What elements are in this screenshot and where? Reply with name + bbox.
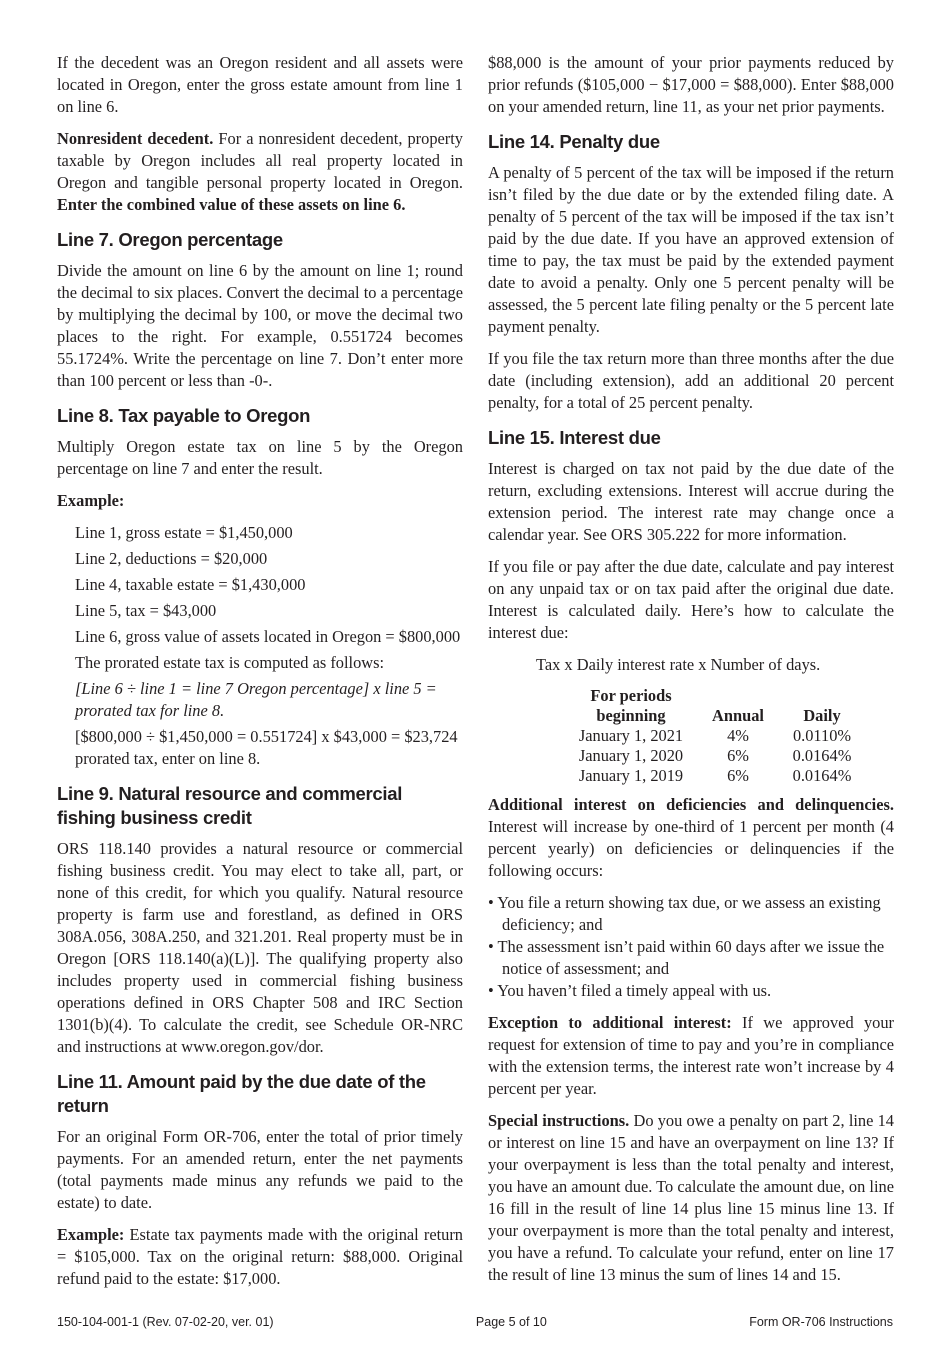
page-number: Page 5 of 10 [475, 1315, 547, 1329]
paragraph [57, 490, 463, 512]
table-cell: 6% [727, 746, 749, 765]
example-line [75, 626, 463, 648]
paragraph-text: Line 6, gross value of assets located in Oregon = $800,000 [75, 627, 461, 646]
paragraph-text: If you file or pay after the due date, calculate and pay interest on any unpaid tax or on tax paid after the original due date. Interest is calculated daily. Here’s how to calculate the interest due: [488, 557, 894, 642]
paragraph-text: [$800,000 ÷ $1,450,000 = 0.551724] x $43,000 = $23,724 prorated tax, enter on line 8. [75, 727, 458, 768]
form-number: 150-104-001-1 (Rev. 07-02-20, ver. 01) [57, 1315, 274, 1329]
paragraph-text: • You haven’t filed a timely appeal with us. [488, 981, 772, 1000]
interest-rate-table [566, 686, 864, 786]
table-row [566, 726, 864, 746]
interest-formula [488, 654, 894, 676]
paragraph [57, 52, 463, 118]
paragraph-text: Line 4, taxable estate = $1,430,000 [75, 575, 306, 594]
header-period: For periods beginning [590, 686, 672, 725]
table-header-row [566, 686, 864, 726]
paragraph-text: Estate tax payments made with the original return = $105,000. Tax on the original return: $88,000. Original refund paid to the estate: $17,000. [57, 1225, 463, 1288]
example-line [75, 548, 463, 570]
paragraph [57, 1126, 463, 1214]
page-footer [57, 1314, 893, 1330]
paragraph [57, 1224, 463, 1290]
bold-lead: Special instructions. [488, 1111, 630, 1130]
paragraph-text: $88,000 is the amount of your prior payments reduced by prior refunds ($105,000 − $17,000 = $88,000). Enter $88,000 on your amended return, line 11, as your net prior payments. [488, 53, 894, 116]
bold-instruction: Enter the combined value of these assets on line 6. [57, 195, 406, 214]
right-column [488, 52, 894, 1296]
paragraph [488, 458, 894, 546]
table-cell: 0.0164% [792, 746, 852, 765]
bullet-item [488, 980, 894, 1002]
paragraph [488, 52, 894, 118]
paragraph-text: A penalty of 5 percent of the tax will be imposed if the return isn’t filed by the due date or by the extended filing date. A penalty of 5 percent of the tax will be imposed if the tax isn’t paid by the due date. If you have an approved extension of time to pay, the tax must be paid by the extended payment date to avoid a penalty. Only one 5 percent penalty will be assessed, the 5 percent late filing penalty or the 5 percent late payment penalty. [488, 163, 894, 336]
example-line [75, 726, 463, 770]
paragraph-text: Do you owe a penalty on part 2, line 14 or interest on line 15 and have an overpayment on line 13? If your overpayment is less than the total penalty and interest, you have an amount due. To calculate the amount due, on line 16 fill in the result of line 14 plus line 15 minus line 13. If your overpayment is more than the total penalty and interest, you have a refund. To calculate your refund, enter on line 17 the result of line 13 minus the sum of lines 14 and 15. [488, 1111, 895, 1284]
section-heading: Line 7. Oregon percentage [57, 229, 283, 250]
paragraph-text: ORS 118.140 provides a natural resource or commercial fishing business credit. You may elect to take all, part, or none of this credit, for which you qualify. Natural resource property is farm use and forestland, as defined in ORS 308A.056, 308A.250, and 321.201. Real property must be in Oregon [ORS 118.140(a)(L)]. The qualifying property also includes property used in commercial fishing business operations defined in ORS Chapter 508 and IRC Section 1301(b)(4). To calculate the credit, see Schedule OR-NRC and instructions at www.oregon.gov/dor. [57, 839, 463, 1056]
paragraph [488, 794, 894, 882]
bullet-item [488, 892, 894, 936]
table-cell: 0.0164% [792, 766, 852, 785]
table-cell: January 1, 2020 [578, 746, 684, 765]
paragraph [488, 556, 894, 644]
section-heading: Line 9. Natural resource and commercial fishing business credit [57, 783, 403, 828]
paragraph-text: Interest will increase by one-third of 1 percent per month (4 percent yearly) on deficiencies or delinquencies if the following occurs: [488, 817, 894, 880]
header-daily: Daily [803, 706, 841, 725]
section-heading: Line 11. Amount paid by the due date of the return [57, 1071, 426, 1116]
table-row [566, 766, 864, 786]
paragraph-text: • You file a return showing tax due, or we assess an existing deficiency; and [488, 893, 881, 934]
table-cell: 4% [727, 726, 749, 745]
table-cell: 0.0110% [792, 726, 852, 745]
bold-lead: Exception to additional interest: [488, 1013, 732, 1032]
paragraph-text: Line 2, deductions = $20,000 [75, 549, 268, 568]
paragraph-text: • The assessment isn’t paid within 60 days after we issue the notice of assessment; and [488, 937, 885, 978]
paragraph [488, 348, 894, 414]
table-row [566, 746, 864, 766]
paragraph-text: Line 5, tax = $43,000 [75, 601, 217, 620]
paragraph-text: Interest is charged on tax not paid by the due date of the return, excluding extensions. Interest will accrue during the extension period. The interest rate may change once a calendar year. See ORS 305.222 for more information. [488, 459, 894, 544]
paragraph [488, 1012, 894, 1100]
table-cell: January 1, 2019 [578, 766, 684, 785]
paragraph-text: Multiply Oregon estate tax on line 5 by the Oregon percentage on line 7 and enter the result. [57, 437, 463, 478]
section-heading: Line 8. Tax payable to Oregon [57, 405, 311, 426]
bold-lead: Example: [57, 491, 125, 510]
section-heading: Line 15. Interest due [488, 427, 661, 448]
paragraph [57, 260, 463, 392]
bold-lead: Nonresident decedent. [57, 129, 214, 148]
paragraph-text: If the decedent was an Oregon resident and all assets were located in Oregon, enter the gross estate amount from line 1 on line 6. [57, 53, 463, 116]
bold-lead: Example: [57, 1225, 125, 1244]
paragraph [488, 162, 894, 338]
paragraph-text: For an original Form OR-706, enter the total of prior timely payments. For an amended return, enter the net payments (total payments made minus any refunds we paid to the estate) to date. [57, 1127, 463, 1212]
paragraph [57, 838, 463, 1058]
paragraph-text: The prorated estate tax is computed as follows: [75, 653, 385, 672]
paragraph-text: Tax x Daily interest rate x Number of days. [536, 655, 821, 674]
paragraph-text: If we approved your request for extension of time to pay and you’re in compliance with the extension terms, the interest rate won’t increase by 4 percent per year. [488, 1013, 894, 1098]
paragraph-text: If you file the tax return more than three months after the due date (including extension), add an additional 20 percent penalty, for a total of 25 percent penalty. [488, 349, 894, 412]
paragraph-text: Divide the amount on line 6 by the amount on line 1; round the decimal to six places. Convert the decimal to a percentage by multiplying the decimal by 100, or move the decimal two places to the right. For example, 0.551724 becomes 55.1724%. Write the percentage on line 7. Don’t enter more than 100 percent or less than -0-. [57, 261, 463, 390]
paragraph [57, 128, 463, 216]
form-title: Form OR-706 Instructions [749, 1315, 893, 1329]
paragraph [57, 436, 463, 480]
table-cell: January 1, 2021 [578, 726, 684, 745]
section-heading: Line 14. Penalty due [488, 131, 660, 152]
left-column [57, 52, 463, 1300]
example-line [75, 574, 463, 596]
table-cell: 6% [727, 766, 749, 785]
paragraph-text: For a nonresident decedent, property taxable by Oregon includes all real property located in Oregon and tangible personal property located in Oregon. [57, 129, 463, 192]
bullet-item [488, 936, 894, 980]
example-formula [75, 678, 463, 722]
paragraph [488, 1110, 894, 1286]
bold-lead: Additional interest on deficiencies and delinquencies. [488, 795, 894, 814]
header-annual: Annual [712, 706, 764, 725]
paragraph-text: [Line 6 ÷ line 1 = line 7 Oregon percentage] x line 5 = prorated tax for line 8. [75, 679, 437, 720]
example-line [75, 652, 463, 674]
example-line [75, 522, 463, 544]
paragraph-text: Line 1, gross estate = $1,450,000 [75, 523, 293, 542]
example-line [75, 600, 463, 622]
